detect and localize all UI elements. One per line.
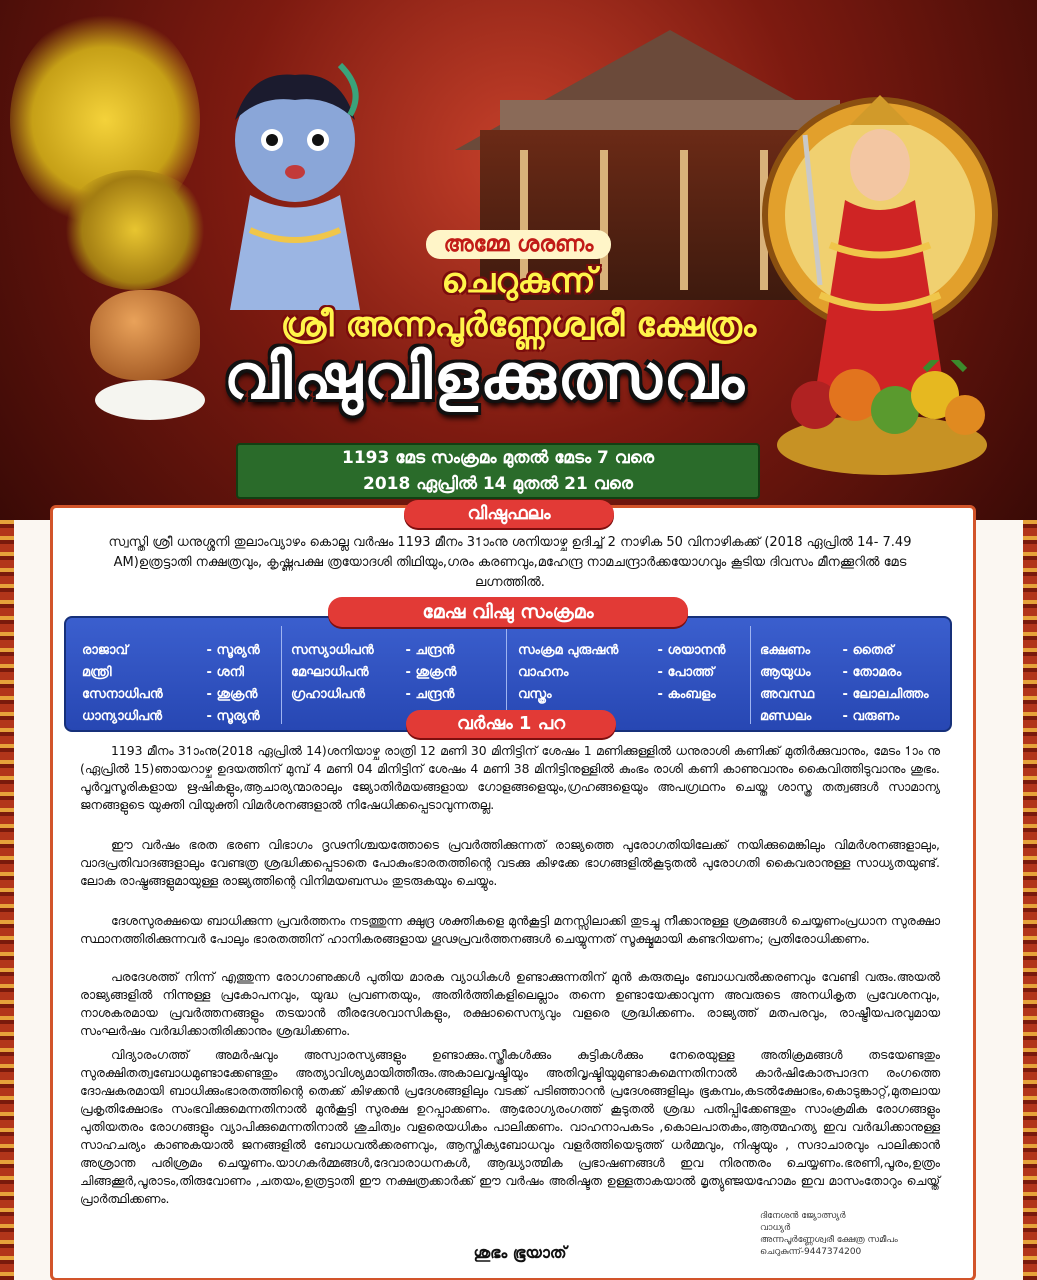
row-value: കംബളം <box>667 687 716 702</box>
sankramam-col-1 <box>82 640 260 728</box>
row-value: ചന്ദ്രൻ <box>415 643 455 658</box>
table-row: ആയുധം - തോമരം <box>760 662 929 684</box>
row-value: സൂര്യൻ <box>216 709 260 724</box>
row-key: മേഘാധിപൻ <box>291 665 369 680</box>
place-name: ചെറുകുന്ന് <box>441 261 596 301</box>
table-row: മണ്ഡലം - വരുണം <box>760 706 929 728</box>
date-box <box>236 443 760 499</box>
sankramam-col-3 <box>518 640 725 706</box>
header-artwork <box>0 0 1037 520</box>
varsham-paragraph-3: ദേശസുരക്ഷയെ ബാധിക്കുന്ന പ്രവർത്തനം നടത്തുന്ന ക്ഷുദ്ര ശക്തികളെ മുൻകൂട്ടി മനസ്സിലാക്കി തുടച്ചു നീക്കാനുള്ള ശ്രമങ്ങൾ ചെയ്യണംപ്രധാന സുരക്ഷാ സ്ഥാനത്തിരിക്കുന്നവർ പോലും ഭാരതത്തിന് ഹാനികരങ്ങളായ ഗൂഢപ്രവർത്തനങ്ങൾ ചെയ്യുന്നത് സൂക്ഷ്മമായി കണ്ടറിയണം; പ്രതിരോധിക്കണം. <box>80 913 940 946</box>
row-value: ശുക്രൻ <box>415 665 457 680</box>
table-row: ഭക്ഷണം - തൈര് <box>760 640 929 662</box>
table-row: വസ്ത്രം - കംബളം <box>518 684 725 706</box>
row-key: ഗ്രഹാധിപൻ <box>291 687 365 702</box>
row-value: ശുക്രൻ <box>216 687 258 702</box>
salutation: അമ്മേ ശരണം <box>426 230 612 259</box>
row-key: സംക്രമ പുരുഷൻ <box>518 643 619 658</box>
varsham-heading: വർഷം 1 പറ <box>406 710 616 738</box>
date-line-gregorian: 2018 ഏപ്രിൽ 14 മുതൽ 21 വരെ <box>363 474 633 494</box>
row-value: ലോലചിത്തം <box>852 687 929 702</box>
date-line-malayalam: 1193 മേട സംക്രമം മുതൽ മേടം 7 വരെ <box>342 448 654 468</box>
sankramam-col-2 <box>291 640 456 706</box>
row-key: ധാന്യാധിപൻ <box>82 709 163 724</box>
varsham-paragraph-2: ഈ വർഷം ഭരത ഭരണ വിഭാഗം ദൃഢനിശ്ചയത്തോടെ പ്രവർത്തിക്കുന്നത് രാജ്യത്തെ പുരോഗതിയിലേക്ക് നയിക്കുമെങ്കിലും വിമർശനങ്ങളാലും, വാദപ്രതിവാദങ്ങളാലും വേണ്ടത്ര ശ്രദ്ധിക്കപ്പെടാതെ പോകുംഭാരതത്തിന്റെ വടക്കു കിഴക്കേ ഭാഗങ്ങളിൽകൂടുതൽ പുരോഗതി കൈവരാനുള്ള സാധ്യതയുണ്ട്. ലോക രാഷ്ട്രങ്ങളുമായുള്ള രാജ്യത്തിന്റെ വിനിമയബന്ധം തുടരുകയും ചെയ്യും. <box>80 837 940 888</box>
row-key: രാജാവ് <box>82 643 128 658</box>
row-key: വസ്ത്രം <box>518 687 552 702</box>
row-key: സസ്യാധിപൻ <box>291 643 374 658</box>
vishuphalam-text: സ്വസ്തി ശ്രീ ധനുശ്ശനി തുലാംവ്യാഴം കൊല്ല വർഷം 1193 മീനം 31ാംനു ശനിയാഴ്ച ഉദിച്ച് 2 നാഴിക 50 വിനാഴികക്ക് (2018 ഏപ്രിൽ 14- 7.49 AM)ഉത്രട്ടാതി നക്ഷത്രവും, കൃഷ്ണപക്ഷ ത്രയോദശി തിഥിയും,ഗരം കരണവും,മഹേന്ദ്ര നാമചന്ദ്രാർക്കയോഗവും കൂടിയ ദിവസം മീനക്കൂറിൽ മേട ലഗ്നത്തിൽ. <box>108 535 912 590</box>
row-value: വരുണം <box>852 709 900 724</box>
butter-icon <box>95 380 205 420</box>
table-row: ധാന്യാധിപൻ - സൂര്യൻ <box>82 706 260 728</box>
varsham-paragraph-5: വിദ്യാരംഗത്ത് അമർഷവും അസ്വാരസ്യങ്ങളും ഉണ്ടാക്കും.സ്ത്രീകൾക്കും കുട്ടികൾക്കും നേരെയുള്ള അതിക്രമങ്ങൾ തടയേണ്ടതും സുരക്ഷിതത്വബോധമുണ്ടാക്കേണ്ടതും അത്യാവിശ്യമായിത്തീരും.അകാലവൃഷ്ടിയും അതിവൃഷ്ടിയുമുണ്ടാകുമെന്നതിനാൽ കാർഷികോത്പാദന രംഗത്തെ ദോഷകരമായി ബാധിക്കുംഭാരതത്തിന്റെ തെക്ക് കിഴക്കൻ പ്രദേശങ്ങളിലും വടക്ക് പടിഞ്ഞാറൻ പ്രദേശങ്ങളിലും ഭൂകമ്പം,കടൽക്ഷോഭം,കൊടുങ്കാറ്റ്,മുതലായ പ്രകൃതിക്ഷോഭം സംഭവിക്കുമെന്നതിനാൽ മുൻകൂട്ടി സുരക്ഷ ഉറപ്പാക്കണം. ആരോഗ്യരംഗത്ത് കൂടുതൽ ശ്രദ്ധ പതിപ്പിക്കേണ്ടതും സാംക്രമിക രോഗങ്ങളും പുതിയതരം രോഗങ്ങളും വ്യാപിക്കുമെന്നതിനാൽ ശുചിത്വം വളരെയധികം പാലിക്കണം. വാഹനാപകടം ,കൊലപാതകം,ആത്മഹത്യ ഇവ വർദ്ധിക്കാനുള്ള സാഹചര്യം കാണുകയാൽ ജനങ്ങളിൽ ബോധവൽക്കരണവും, ആസ്തിക്യബോധവും വളർത്തിയെടുത്ത് ധർമ്മവും, നിഷ്ഠയും , സദാചാരവും പാലിക്കാൻ അശ്രാന്ത പരിശ്രമം ചെയ്യണം.യാഗകർമ്മങ്ങൾ,ദേവാരാധനകൾ, ആദ്ധ്യാത്മിക പ്രഭാഷണങ്ങൾ ഇവ നിരന്തരം ചെയ്യണം.ഭരണി,പൂരം,ഉത്രം ചിങ്ങക്കൂർ,പൂരാടം,തിരുവോണം ,ചതയം,ഉത്രട്ടാതി ഈ നക്ഷത്രക്കാർക്ക് ഈ വർഷം അരിഷ്ടത ഉള്ളതാകയാൽ മൃത്യുഞ്ജയഹോമം ഇവ മാസംതോറും ചെയ്ത് പ്രാർത്ഥിക്കണം. <box>80 1047 940 1206</box>
signature-line: അന്നപൂർണ്ണേശ്വരീ ക്ഷേത്ര സമീപം <box>760 1235 898 1245</box>
table-row: മേഘാധിപൻ - ശുക്രൻ <box>291 662 456 684</box>
closing-blessing: ശുഭം ഭൂയാത് <box>473 1243 567 1262</box>
table-row: സേനാധിപൻ - ശുക്രൻ <box>82 684 260 706</box>
table-row: വാഹനം - പോത്ത് <box>518 662 725 684</box>
sankramam-heading: മേഷ വിഷു സംക്രമം <box>328 597 688 627</box>
table-row: സസ്യാധിപൻ - ചന്ദ്രൻ <box>291 640 456 662</box>
fruit-bowl-icon <box>775 360 990 480</box>
varsham-paragraph-1: 1193 മീനം 31ാംനു(2018 ഏപ്രിൽ 14)ശനിയാഴ്ച രാത്രി 12 മണി 30 മിനിട്ടിന് ശേഷം 1 മണിക്കുള്ളിൽ ധനുരാശി കണിക്ക് മുതിർക്കുവാനും, മേടം 1ാം നു (ഏപ്രിൽ 15)ഞായറാഴ്ച ഉദയത്തിന് മുമ്പ് 4 മണി 04 മിനിട്ടിന് ശേഷം 4 മണി 38 മിനിട്ടിനുള്ളിൽ കുംഭം രാശി കണി കാണുവാനും കൈവിത്തിടുവാനും ശുഭം. പൂർവ്വസൂരികളായ ഋഷികളും,ആചാര്യന്മാരാലും ജ്യോതിർമയങ്ങളായ ഗോളങ്ങളെയും,ഗ്രഹങ്ങളെയും അപഗ്രഥനം ചെയ്ത ശാസ്ത്ര തത്വങ്ങൾ സാമാന്യ ജനങ്ങളുടെ യുക്തി വിയുക്തി വിമർശനങ്ങളാൽ നിഷേധിക്കപ്പെടാവുന്നതല്ല. <box>80 743 940 812</box>
row-value: തോമരം <box>852 665 902 680</box>
vishuphalam-heading: വിഷുഫലം <box>404 500 614 528</box>
astrologer-signature <box>760 1210 930 1258</box>
table-row: മന്ത്രി - ശനി <box>82 662 260 684</box>
row-value: ശനി <box>216 665 244 680</box>
table-row: സംക്രമ പുരുഷൻ - ശയാനൻ <box>518 640 725 662</box>
signature-line: ചെറുകുന്ന്-9447374200 <box>760 1247 862 1257</box>
signature-line: വാധ്യർ <box>760 1223 791 1233</box>
row-value: പോത്ത് <box>667 665 715 680</box>
row-key: വാഹനം <box>518 665 569 680</box>
row-key: മന്ത്രി <box>82 665 112 680</box>
temple-name: ശ്രീ അന്നപൂർണ്ണേശ്വരീ ക്ഷേത്രം <box>280 305 757 345</box>
table-row: ഗ്രഹാധിപൻ - ചന്ദ്രൻ <box>291 684 456 706</box>
row-value: ചന്ദ്രൻ <box>415 687 455 702</box>
column-divider <box>281 626 282 724</box>
row-value: ശയാനൻ <box>667 643 726 658</box>
row-value: തൈര് <box>852 643 894 658</box>
row-key: അവസ്ഥ <box>760 687 815 702</box>
column-divider <box>750 626 751 724</box>
row-value: സൂര്യൻ <box>216 643 260 658</box>
signature-line: ദിനേശൻ ജ്യോത്സ്യർ <box>760 1211 846 1221</box>
row-key: ഭക്ഷണം <box>760 643 811 658</box>
row-key: ആയുധം <box>760 665 811 680</box>
row-key: സേനാധിപൻ <box>82 687 163 702</box>
festival-title: വിഷുവിളക്കുത്സവം <box>223 340 747 413</box>
varsham-paragraph-4: പരദേശത്ത് നിന്ന് എത്തുന്ന രോഗാണുക്കൾ പുതിയ മാരക വ്യാധികൾ ഉണ്ടാക്കുന്നതിന് മുൻ കരുതലും ബോധവൽക്കരണവും വേണ്ടി വരും.അയൽ രാജ്യങ്ങളിൽ നിന്നുള്ള പ്രകോപനവും, യുദ്ധ പ്രവണതയും, അതിർത്തികളിലെല്ലാം തന്നെ ഉണ്ടായേക്കാവുന്ന അവരുടെ അനധികൃത പ്രവേശനവും, നാശകരമായ പ്രവർത്തനങ്ങളും തടയാൻ തീരദേശവാസികളും, രക്ഷാസൈന്യവും വളരെ ശ്രദ്ധിക്കണം. രാജ്യത്ത് മതപരവും, രാഷ്ട്രീയപരവുമായ സംഘർഷം വർദ്ധിക്കാതിരിക്കാനും ശ്രദ്ധിക്കണം. <box>80 969 940 1038</box>
row-key: മണ്ഡലം <box>760 709 812 724</box>
table-row: അവസ്ഥ - ലോലചിത്തം <box>760 684 929 706</box>
sankramam-col-4 <box>760 640 929 728</box>
table-row: രാജാവ് - സൂര്യൻ <box>82 640 260 662</box>
